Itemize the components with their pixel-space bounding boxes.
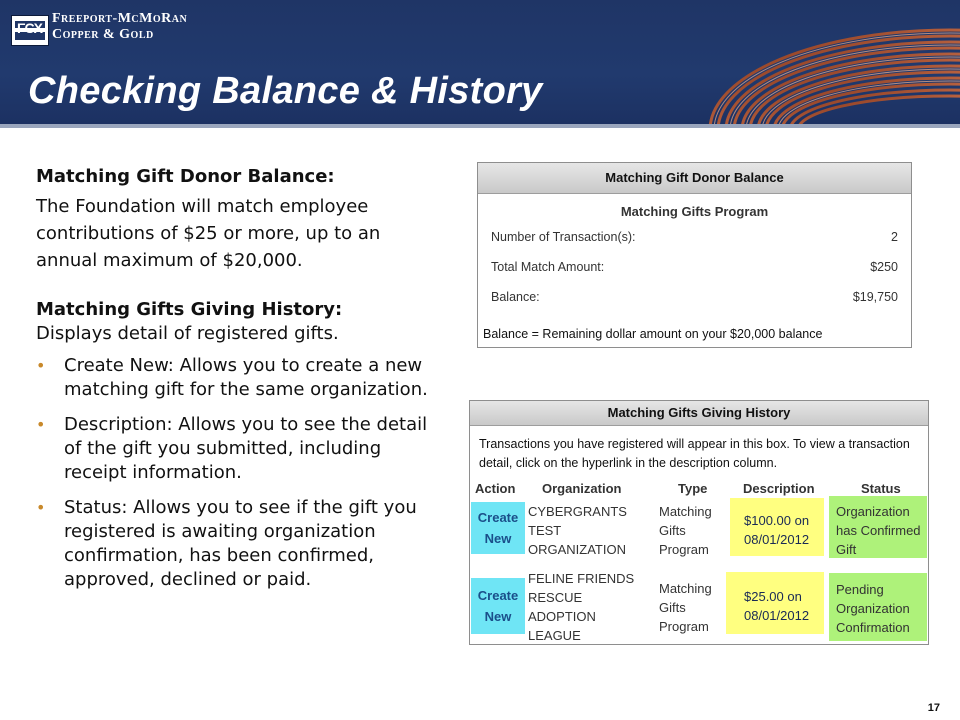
giving-history-description: Displays detail of registered gifts. <box>36 323 339 344</box>
donor-balance-description: The Foundation will match employee contributions of $25 or more, up to an annual maximum of $20,000. <box>36 196 381 271</box>
bullet-text: Status: Allows you to see if the gift you registered is awaiting organization confirmation, has been confirmed, approved, declined or paid. <box>64 497 417 590</box>
organization-line: LEAGUE <box>528 628 581 643</box>
type-line: Program <box>659 542 709 557</box>
giving-history-panel <box>469 400 929 645</box>
total-match-row <box>491 260 898 274</box>
type-cell <box>659 502 724 559</box>
bullet-text: Description: Allows you to see the detail of the gift you submitted, including receipt information. <box>64 414 428 483</box>
organization-line: RESCUE <box>528 590 583 605</box>
total-match-label: Total Match Amount: <box>491 260 605 274</box>
company-name-line2: Copper & Gold <box>52 27 154 42</box>
balance-label: Balance: <box>491 290 540 304</box>
type-line: Gifts <box>659 523 686 538</box>
bullet-status <box>36 496 436 592</box>
bullet-create-new <box>36 354 436 402</box>
bullet-description <box>36 413 436 485</box>
organization-line: TEST <box>528 523 562 538</box>
description-line: $25.00 on <box>744 589 802 604</box>
donor-balance-heading: Matching Gift Donor Balance: <box>36 166 335 187</box>
status-line: Organization <box>836 601 910 616</box>
description-line: $100.00 on <box>744 513 810 528</box>
company-name <box>52 11 187 43</box>
page-number: 17 <box>927 702 940 714</box>
total-match-value: $250 <box>870 260 898 274</box>
transactions-row <box>491 230 898 244</box>
bullet-icon: • <box>36 415 46 434</box>
status-line: has Confirmed <box>836 523 921 538</box>
balance-note: Balance = Remaining dollar amount on your $20,000 balance <box>483 327 823 341</box>
bullet-icon: • <box>36 498 46 517</box>
transactions-value: 2 <box>891 230 898 244</box>
organization-line: ADOPTION <box>528 609 596 624</box>
type-line: Program <box>659 619 709 634</box>
description-link[interactable] <box>744 511 824 549</box>
balance-row <box>491 290 898 304</box>
status-line: Organization <box>836 504 910 519</box>
company-logo <box>11 15 49 46</box>
description-line: 08/01/2012 <box>744 532 810 547</box>
slide-title: Checking Balance & History <box>28 70 543 112</box>
type-line: Matching <box>659 581 712 596</box>
giving-history-heading: Matching Gifts Giving History: <box>36 299 343 320</box>
header-divider <box>0 124 960 128</box>
type-line: Matching <box>659 504 712 519</box>
donor-balance-panel-header: Matching Gift Donor Balance <box>478 163 911 194</box>
column-header-organization: Organization <box>542 481 622 496</box>
logo-mark: FCX <box>17 20 42 36</box>
column-header-type: Type <box>678 481 708 496</box>
status-cell <box>836 502 926 559</box>
description-line: 08/01/2012 <box>744 608 810 623</box>
create-new-button[interactable]: Create New <box>477 588 519 624</box>
copper-coil-image <box>700 0 960 124</box>
column-header-description: Description <box>743 481 815 496</box>
giving-history-intro: Transactions you have registered will appear in this box. To view a transaction detail, click on the hyperlink in the description column. <box>479 437 910 470</box>
slide-header <box>0 0 960 124</box>
bullet-text: Create New: Allows you to create a new matching gift for the same organization. <box>64 355 428 400</box>
create-new-button[interactable]: Create New <box>477 510 519 546</box>
bullet-icon: • <box>36 356 46 375</box>
column-header-action: Action <box>475 481 516 496</box>
organization-line: CYBERGRANTS <box>528 504 627 519</box>
donor-balance-panel <box>477 162 912 348</box>
status-line: Pending <box>836 582 884 597</box>
column-header-status: Status <box>861 481 901 496</box>
transactions-label: Number of Transaction(s): <box>491 230 636 244</box>
explanation-text <box>36 165 436 603</box>
giving-history-panel-header: Matching Gifts Giving History <box>470 401 928 426</box>
organization-line: FELINE FRIENDS <box>528 571 635 586</box>
status-line: Confirmation <box>836 620 910 635</box>
organization-line: ORGANIZATION <box>528 542 626 557</box>
organization-cell <box>528 502 668 559</box>
company-name-line1: Freeport-McMoRan <box>52 11 188 26</box>
status-cell <box>836 580 926 637</box>
feature-bullet-list <box>36 354 436 592</box>
status-line: Gift <box>836 542 857 557</box>
type-line: Gifts <box>659 600 686 615</box>
description-link[interactable] <box>744 587 824 625</box>
type-cell <box>659 579 724 636</box>
balance-value: $19,750 <box>852 290 898 304</box>
program-name: Matching Gifts Program <box>620 204 769 219</box>
organization-cell <box>528 569 668 645</box>
